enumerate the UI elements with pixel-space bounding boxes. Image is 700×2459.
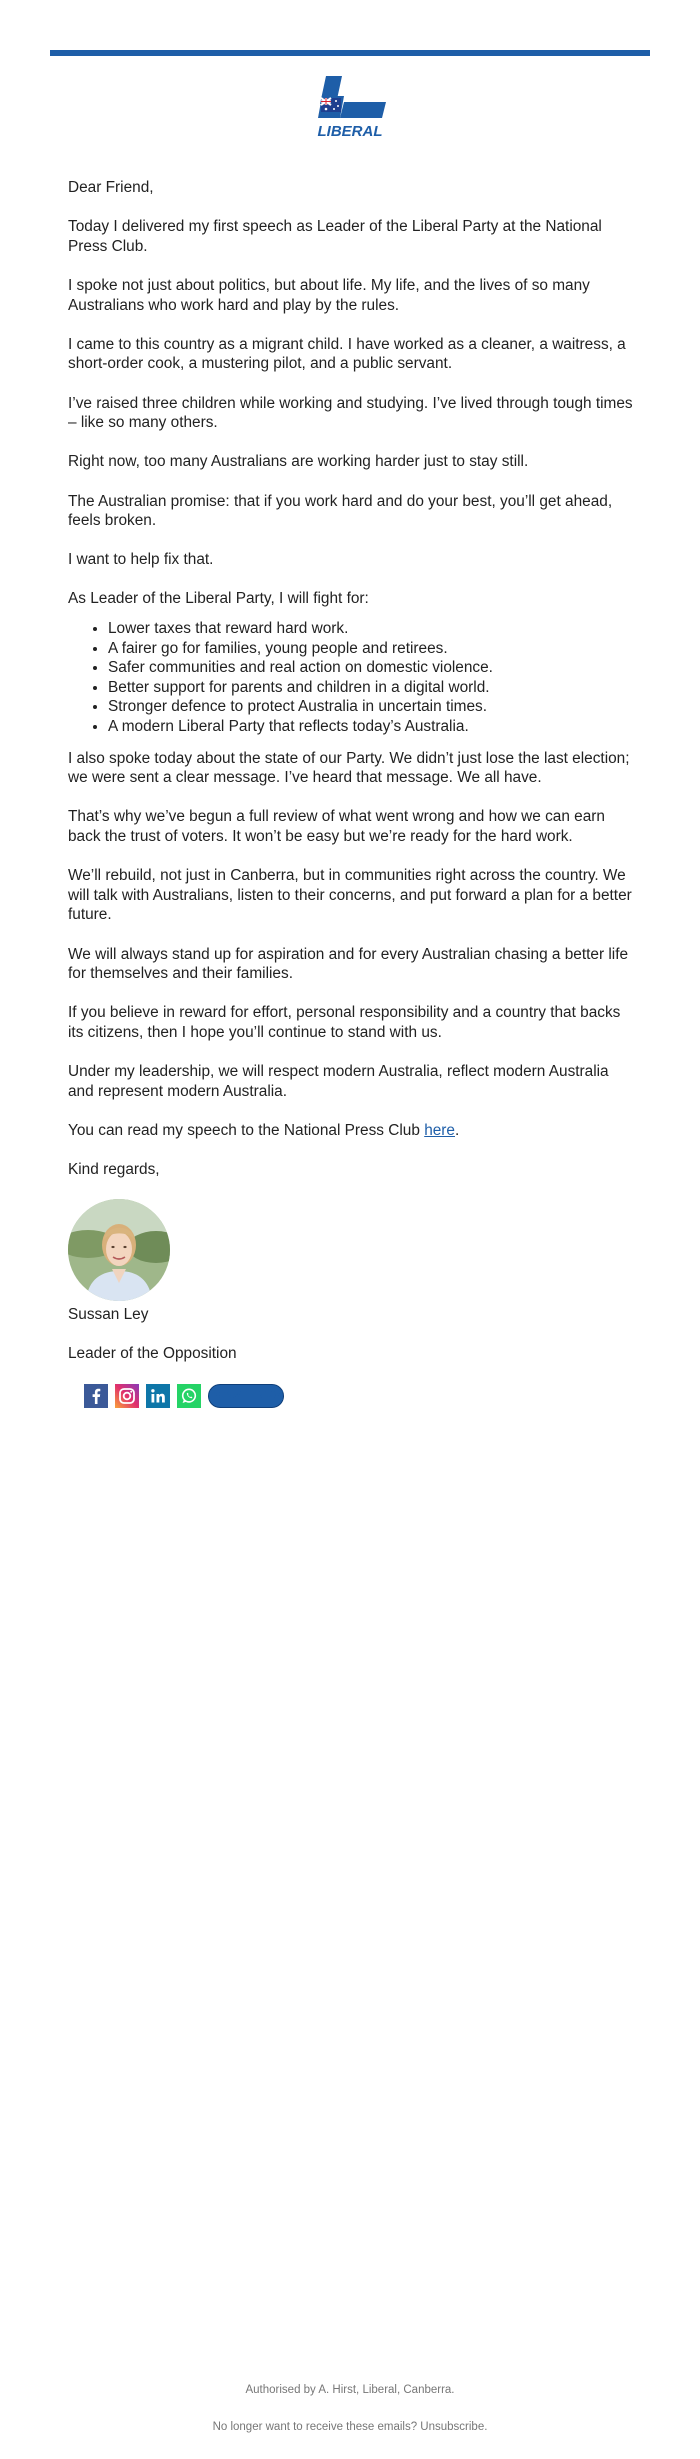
speech-link-paragraph <box>68 1121 634 1141</box>
paragraph: I want to help fix that. <box>68 551 214 569</box>
whatsapp-icon[interactable] <box>177 1384 201 1408</box>
list-item: • Stronger defence to protect Australia in uncertain times. <box>108 697 634 717</box>
donate-button[interactable]: DONATE NOW <box>208 1384 284 1408</box>
signer-title: Leader of the Opposition <box>68 1345 237 1363</box>
signer-name: Sussan Ley <box>68 1306 149 1324</box>
speech-link-suffix: . <box>455 1121 460 1139</box>
list-item: • A modern Liberal Party that reflects today’s Australia. <box>108 717 634 737</box>
paragraph: As Leader of the Liberal Party, I will fight for: <box>68 590 369 608</box>
social-links <box>84 1384 634 1408</box>
facebook-icon[interactable] <box>84 1384 108 1408</box>
logo-mark <box>318 76 386 118</box>
footer-unsubscribe[interactable]: No longer want to receive these emails? Unsubscribe. <box>212 2421 488 2433</box>
paragraph: That’s why we’ve begun a full review of what went wrong and how we can earn back the trust of voters. It won’t be easy but we’re ready for the hard work. <box>68 808 605 845</box>
speech-link[interactable]: here <box>424 1121 455 1139</box>
paragraph: Right now, too many Australians are working harder just to stay still. <box>68 453 529 471</box>
paragraph: I’ve raised three children while working and studying. I’ve lived through tough times – like so many others. <box>68 394 633 432</box>
paragraph: I came to this country as a migrant child. I have worked as a cleaner, a waitress, a short-order cook, a mustering pilot, and a public servant. <box>68 335 626 373</box>
list-item: • A fairer go for families, young people and retirees. <box>108 639 634 659</box>
email-body <box>68 178 634 1408</box>
paragraph: We’ll rebuild, not just in Canberra, but in communities right across the country. We will talk with Australians, listen to their concerns, and put forward a plan for a better future. <box>68 867 632 924</box>
priorities-list <box>68 619 634 737</box>
paragraph: Under my leadership, we will respect modern Australia, reflect modern Australia and represent modern Australia. <box>68 1063 609 1100</box>
paragraph: Today I delivered my first speech as Leader of the Liberal Party at the National Press Club. <box>68 218 602 255</box>
liberal-logo <box>312 74 388 142</box>
paragraph: I also spoke today about the state of our Party. We didn’t just lose the last election; we were sent a clear message. I’ve heard that message. We all have. <box>68 749 630 787</box>
paragraph: We will always stand up for aspiration and for every Australian chasing a better life for themselves and their families. <box>68 945 629 983</box>
avatar <box>68 1199 170 1301</box>
paragraph: If you believe in reward for effort, personal responsibility and a country that backs its citizens, then I hope you’ll continue to stand with us. <box>68 1004 621 1041</box>
list-item: • Better support for parents and children in a digital world. <box>108 678 634 698</box>
footer-authorised: Authorised by A. Hirst, Liberal, Canberra. <box>245 2384 455 2396</box>
instagram-icon[interactable] <box>115 1384 139 1408</box>
linkedin-icon[interactable] <box>146 1384 170 1408</box>
list-item: • Safer communities and real action on domestic violence. <box>108 658 634 678</box>
sign-off: Kind regards, <box>68 1161 160 1179</box>
logo-text: LIBERAL <box>317 123 383 140</box>
list-item: • Lower taxes that reward hard work. <box>108 619 634 639</box>
paragraph: I spoke not just about politics, but about life. My life, and the lives of so many Australians who work hard and play by the rules. <box>68 276 590 314</box>
header-accent-bar <box>50 50 650 56</box>
greeting: Dear Friend, <box>68 179 154 196</box>
paragraph: The Australian promise: that if you work hard and do your best, you’ll get ahead, feels broken. <box>68 492 613 530</box>
speech-link-prefix: You can read my speech to the National Press Club <box>68 1121 425 1139</box>
